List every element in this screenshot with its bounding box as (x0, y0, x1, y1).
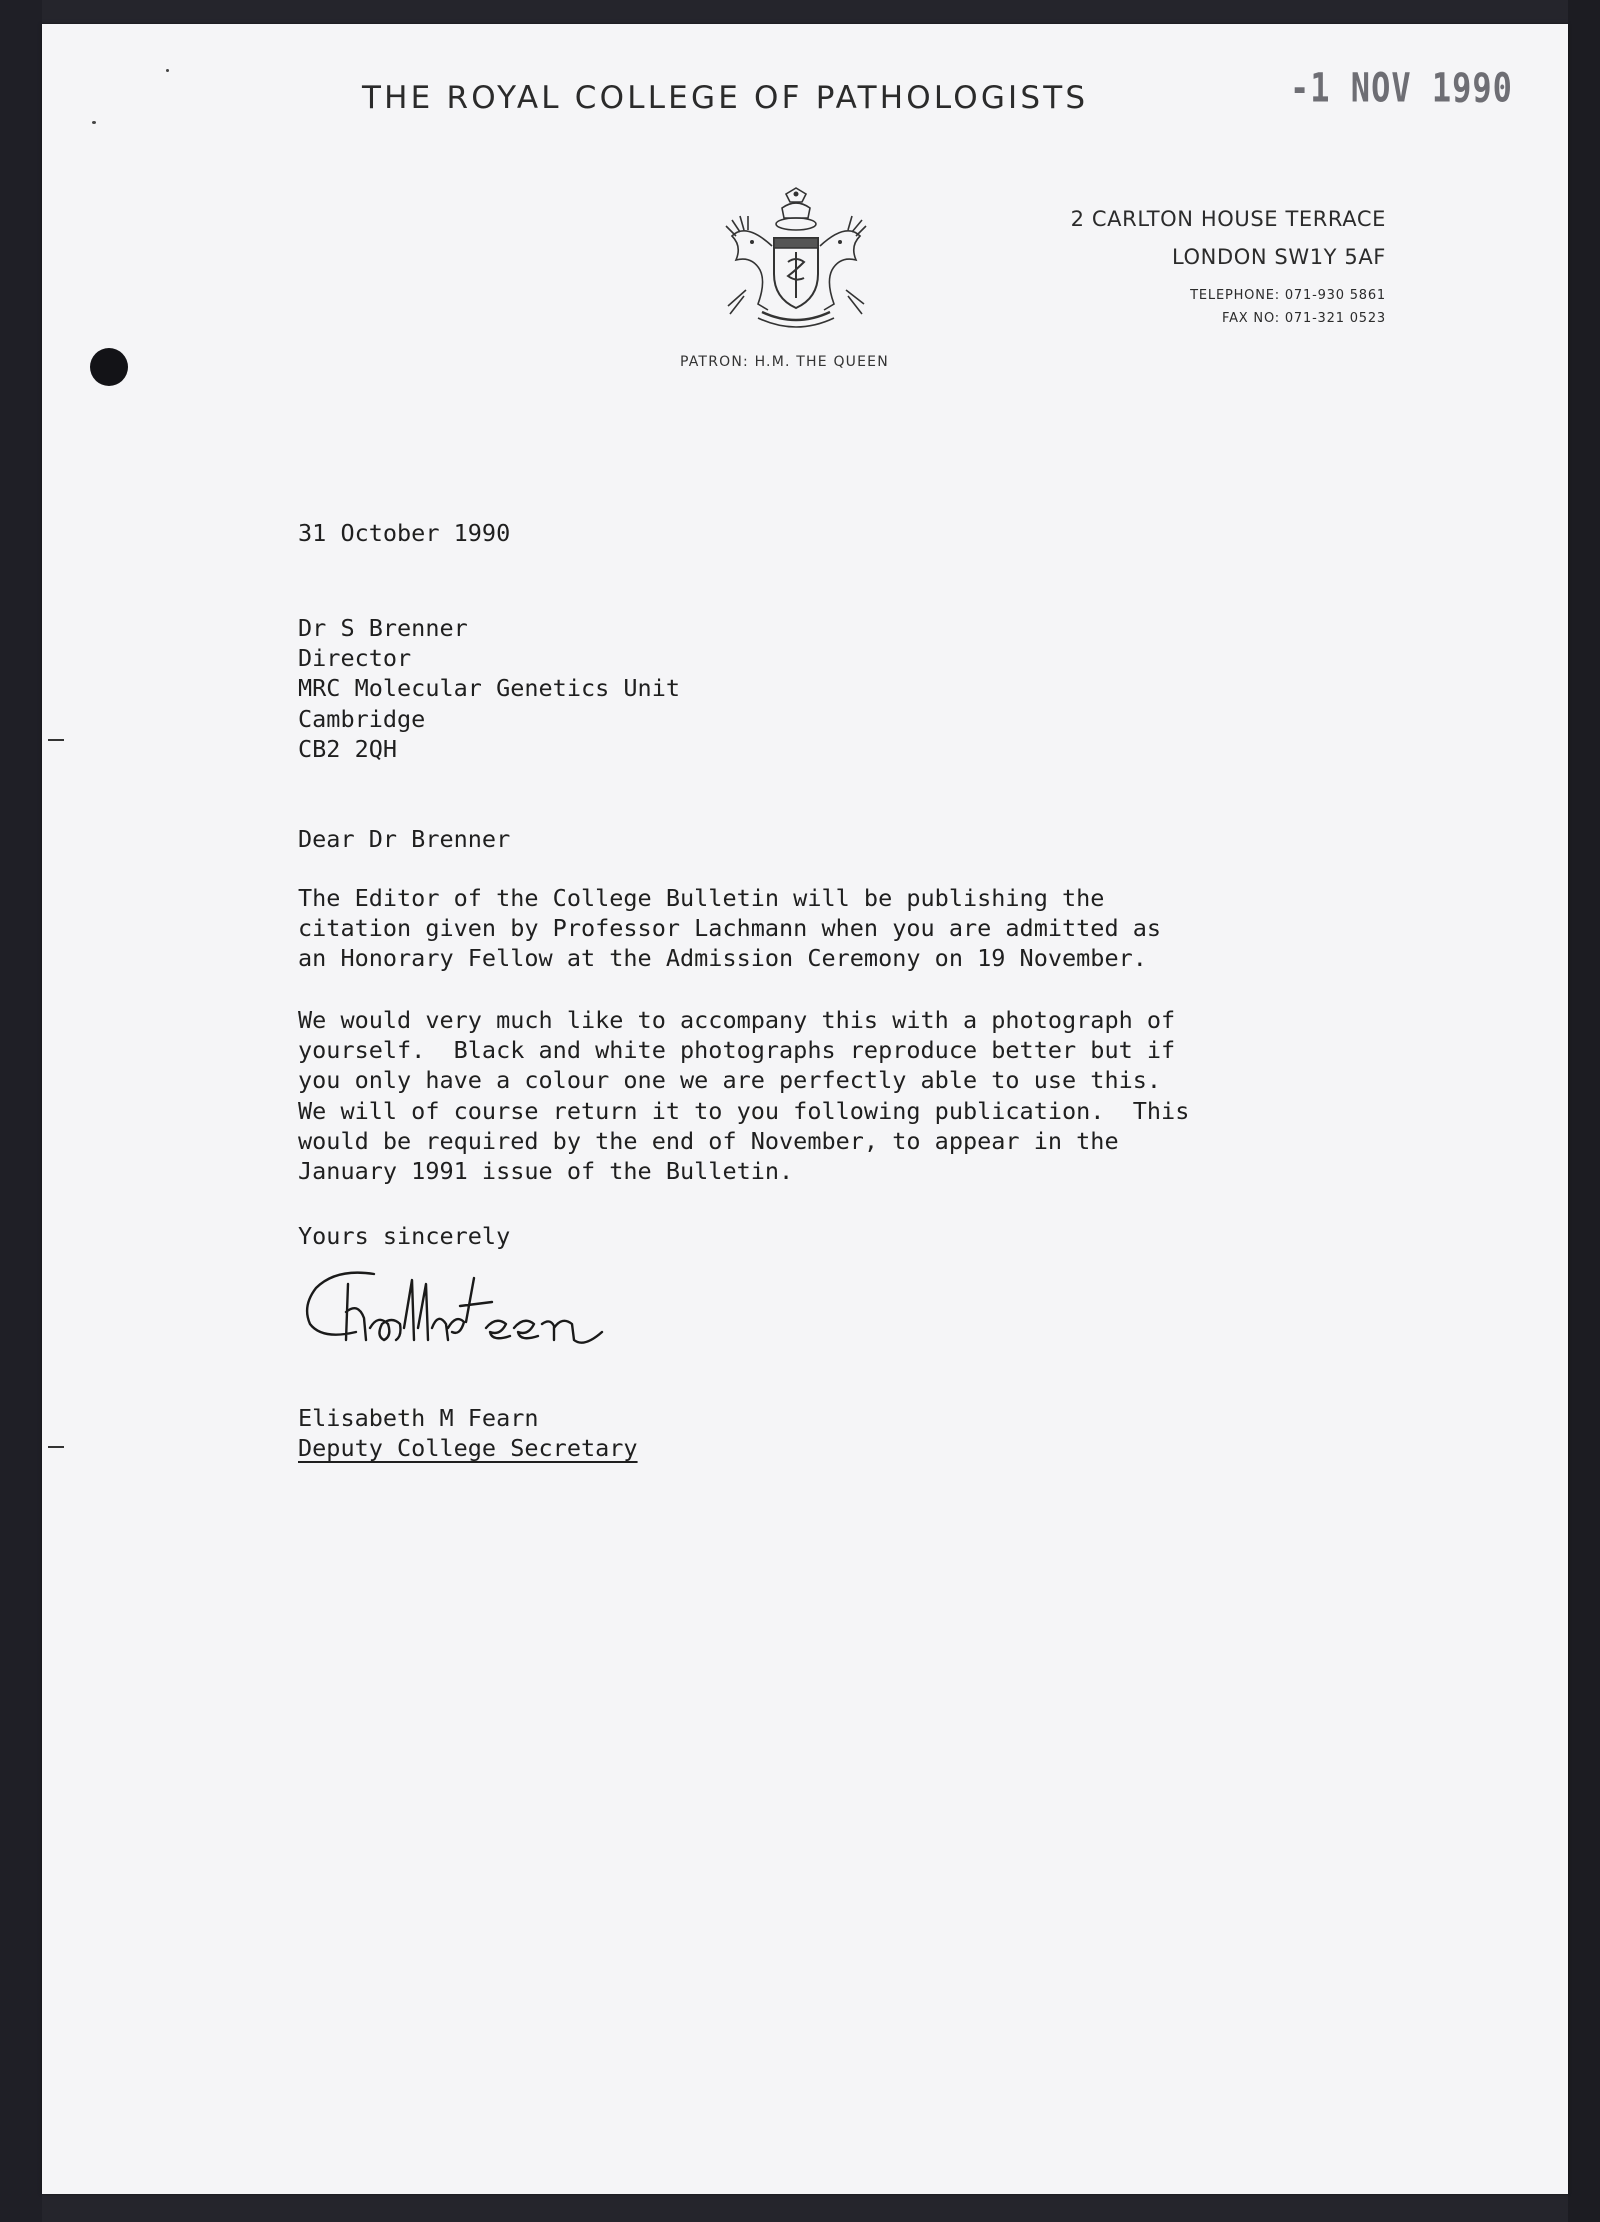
fax-number: FAX NO: 071-321 0523 (1222, 311, 1386, 326)
received-date-stamp: -1 NOV 1990 (1290, 64, 1513, 112)
paragraph-line: The Editor of the College Bulletin will be publishing the (298, 884, 1105, 912)
paragraph-line: yourself. Black and white photographs reproduce better but if (298, 1036, 1176, 1065)
college-name-heading: THE ROYAL COLLEGE OF PATHOLOGISTS (362, 80, 1089, 116)
telephone-number: TELEPHONE: 071-930 5861 (1190, 288, 1386, 303)
recipient-line: CB2 2QH (298, 734, 398, 763)
patron-line: PATRON: H.M. THE QUEEN (680, 354, 889, 370)
speck (92, 121, 96, 124)
margin-tick (48, 1446, 64, 1448)
paragraph-line: you only have a colour one we are perfectly able to use this. (298, 1066, 1162, 1095)
coat-of-arms-icon (722, 186, 870, 336)
signatory-name: Elisabeth M Fearn (298, 1404, 539, 1432)
paragraph-line: We would very much like to accompany this with a photograph of (298, 1006, 1176, 1034)
paragraph-1 (298, 883, 1161, 974)
letter-date: 31 October 1990 (298, 519, 511, 547)
address-line-1: 2 CARLTON HOUSE TERRACE (1070, 207, 1386, 231)
paragraph-line: would be required by the end of November, to appear in the (298, 1126, 1119, 1155)
salutation: Dear Dr Brenner (298, 825, 511, 853)
signatory-title: Deputy College Secretary (298, 1434, 638, 1462)
paragraph-line: an Honorary Fellow at the Admission Ceremony on 19 November. (298, 944, 1147, 973)
margin-tick (48, 739, 64, 741)
scan-right-edge (1568, 0, 1600, 2222)
paragraph-line: We will of course return it to you following publication. This (298, 1096, 1190, 1125)
address-line-2: LONDON SW1Y 5AF (1171, 245, 1386, 269)
recipient-address (298, 613, 680, 764)
scan-left-edge (0, 0, 42, 2222)
speck (166, 69, 169, 72)
recipient-line: Dr S Brenner (298, 614, 468, 642)
paragraph-line: citation given by Professor Lachmann when you are admitted as (298, 914, 1162, 943)
handwritten-signature (296, 1262, 796, 1372)
recipient-line: MRC Molecular Genetics Unit (298, 674, 681, 703)
recipient-line: Director (298, 644, 412, 673)
recipient-line: Cambridge (298, 704, 426, 733)
paragraph-2 (298, 1005, 1189, 1186)
paragraph-line: January 1991 issue of the Bulletin. (298, 1157, 794, 1186)
punch-hole (90, 348, 128, 386)
closing-line: Yours sincerely (298, 1222, 511, 1250)
